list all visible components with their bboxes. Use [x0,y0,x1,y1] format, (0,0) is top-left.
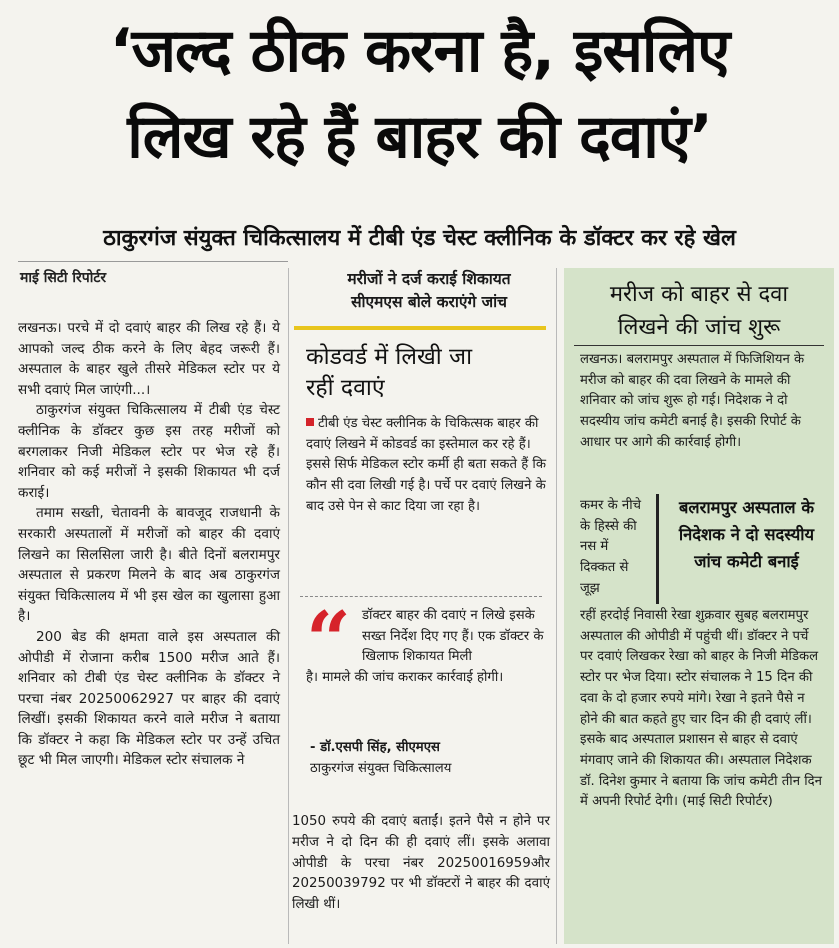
quote-text-rest: है। मामले की जांच कराकर कार्रवाई होगी। [306,670,504,686]
column-divider [556,268,557,944]
byline: माई सिटी रिपोर्टर [20,270,107,286]
quote-mark-icon: “ [306,595,351,686]
middle-headline [306,342,546,404]
quote-author: - डॉ.एसपी सिंह, सीएमएस [310,740,440,755]
story-continuation: 1050 रुपये की दवाएं बताईं। इतने पैसे न होने पर मरीज ने दो दिन की ही दवाएं लीं। इसके अलावा ओपीडी के परचा नंबर 20250016959और 20250039792 पर भी डॉक्टरों ने बाहर की दवाएं लिखी थीं। [292,814,550,913]
sidebar-narrow-text: कमर के नीचे के हिस्से की नस में दिक्कत से जूझ [580,498,642,596]
column-divider [288,268,289,944]
story-paragraph: तमाम सख्ती, चेतावनी के बावजूद राजधानी के सरकारी अस्पतालों में मरीजों को बाहर की दवाएं लिखने का सिलसिला जारी है। बीते दिनों बलरामपुर अस्पताल से प्रकरण मिलने के बाद अब ठाकुरगंज संयुक्त चिकित्सालय में भी इस खेल का खुलासा हुआ है। [18,505,280,625]
story-paragraph: ठाकुरगंज संयुक्त चिकित्सालय में टीबी एंड चेस्ट क्लीनिक के डॉक्टर कुछ इस तरह मरीजों को बरगलाकर निजी मेडिकल स्टोर पर भेज रहे हैं। शनिवार को कई मरीजों ने इसकी शिकायत भी दर्ज कराई। [18,402,280,501]
story-paragraph: लखनऊ। परचे में दो दवाएं बाहर की लिख रहे हैं। ये आपको जल्द ठीक करने के लिए बेहद जरूरी हैं। अस्पताल के बाहर खुले तीसरे मेडिकल स्टोर पर ये सभी दवाएं मिल जाएंगी...। [18,320,280,398]
quote-block [306,606,548,689]
middle-body-text: टीबी एंड चेस्ट क्लीनिक के चिकित्सक बाहर की दवाएं लिखने में कोडवर्ड का इस्तेमाल कर रहे हैं। इससे सिर्फ मेडिकल स्टोर कर्मी ही बता सकते हैं कि कौन सी दवा लिखी गई है। पर्चे पर दवाएं लिखने के बाद उसे पेन से काट दिया जा रहा है। [306,416,546,514]
subheadline: ठाकुरगंज संयुक्त चिकित्सालय में टीबी एंड चेस्ट क्लीनिक के डॉक्टर कर रहे खेल [103,226,736,251]
main-story-column [18,318,280,771]
middle-headline-line-1: कोडवर्ड में लिखी जा [306,344,473,370]
bullet-square-icon [306,418,314,426]
quote-attribution [310,738,546,779]
sidebar-headline-line-2: लिखने की जांच शुरू [617,315,781,340]
middle-headline-line-2: रहीं दवाएं [306,375,385,401]
quote-org: ठाकुरगंज संयुक्त चिकित्सालय [310,760,452,776]
divider [18,261,288,262]
quote-text: डॉक्टर बाहर की दवाएं न लिखे इसके सख्त निर्देश दिए गए हैं। एक डॉक्टर के खिलाफ शिकायत मिली [362,608,544,665]
divider [574,345,824,346]
accent-bar [294,326,546,330]
kicker-line-1: मरीजों ने दर्ज कराई शिकायत [347,270,511,288]
story-paragraph: 200 बेड की क्षमता वाले इस अस्पताल की ओपीडी में रोजाना करीब 1500 मरीज आते हैं। शनिवार को टीबी एंड चेस्ट क्लीनिक के डॉक्टर ने परचा नंबर 20250062927 पर बाहर की दवाएं लिखीं। इसकी शिकायत करने वाले मरीज ने बताया कि डॉक्टर ने कहा कि मेडिकल स्टोर पर उन्हें उचित छूट भी मिल जाएगी। मेडिकल स्टोर संचालक ने [18,628,280,769]
sidebar-headline-line-1: मरीज को बाहर से दवा [609,282,789,307]
sidebar-callout: बलरामपुर अस्पताल के निदेशक ने दो सदस्यीय जांच कमेटी बनाई [656,494,826,604]
headline-line-2: लिख रहे हैं बाहर की दवाएं’ [127,102,712,172]
main-headline [0,8,839,180]
kicker-line-2: सीएमएस बोले कराएंगे जांच [351,293,507,311]
sidebar-headline [574,278,824,344]
middle-body [306,414,546,518]
middle-kicker [298,268,560,314]
sidebar-body-continued: रहीं हरदोई निवासी रेखा शुक्रवार सुबह बलरामपुर अस्पताल की ओपीडी में पहुंची थीं। डॉक्टर ने पर्चे पर दवाएं लिखकर रेखा को बाहर के निजी मेडिकल स्टोर पर भेज दिया। स्टोर संचालक ने 15 दिन की दवा के दो हजार रुपये मांगे। रेखा ने इतने पैसे न होने की बात कहते हुए चार दिन की ही दवाएं लीं। इसके बाद अस्पताल प्रशासन से बाहर से दवाएं मंगवाए जाने की शिकायत की। अस्पताल निदेशक डॉ. दिनेश कुमार ने बताया कि जांच कमेटी तीन दिन में अपनी रिपोर्ट देगी। (माई सिटी रिपोर्टर) [580,608,822,810]
headline-line-1: ‘जल्द ठीक करना है, इसलिए [109,16,730,86]
sidebar-body: लखनऊ। बलरामपुर अस्पताल में फिजिशियन के मरीज को बाहर की दवा लिखने के मामले की शनिवार को जांच शुरू हो गई। निदेशक ने दो सदस्यीय जांच कमेटी बनाई है। इसकी रिपोर्ट के आधार पर आगे की कार्रवाई होगी। [580,352,805,450]
